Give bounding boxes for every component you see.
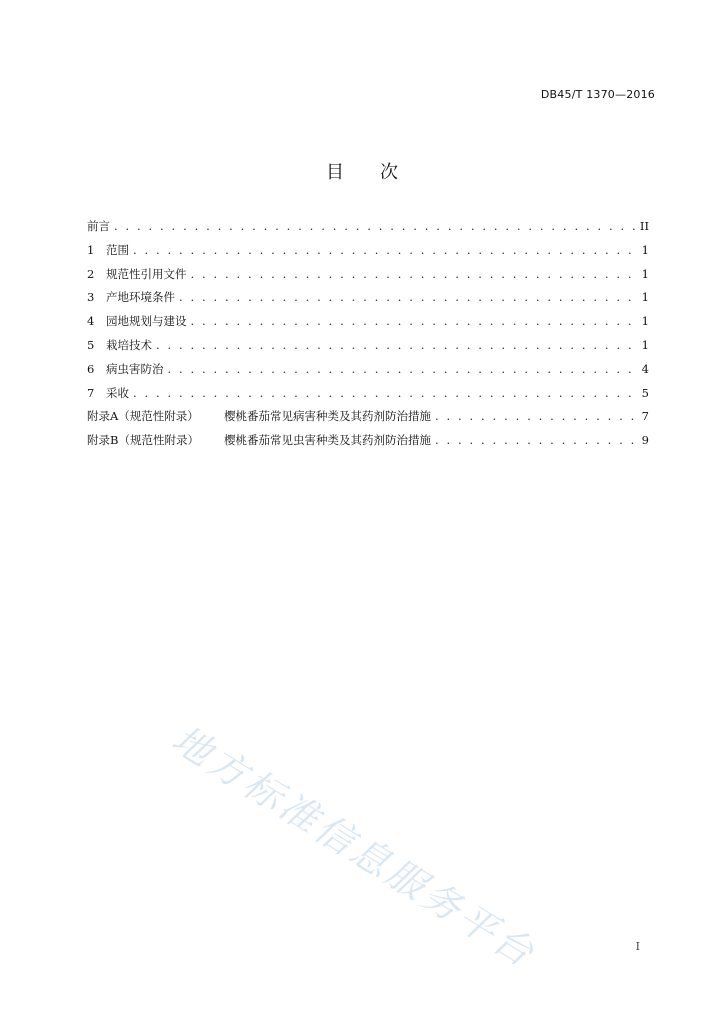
toc-item-label: 樱桃番茄常见虫害种类及其药剂防治措施 — [224, 433, 431, 448]
toc-item-label: 栽培技术 — [106, 337, 152, 352]
toc-item-label: 前言 — [87, 219, 110, 233]
toc-page-number: 1 — [641, 266, 649, 281]
toc-item-number: 2 — [87, 266, 95, 281]
toc-page-number: 5 — [641, 385, 649, 400]
page-number: I — [635, 940, 640, 953]
toc-item-normative-references[interactable] — [87, 263, 649, 287]
toc-page-number: 1 — [641, 314, 649, 329]
toc-item-label: 病虫害防治 — [106, 361, 164, 376]
toc-appendix-label: 附录A（规范性附录） — [87, 409, 199, 424]
toc-item-label: 产地环境条件 — [106, 290, 175, 305]
toc-page-number: 1 — [641, 242, 649, 257]
toc-page-number: II — [639, 219, 649, 233]
toc-item-planning[interactable] — [87, 310, 649, 334]
toc-page-number: 1 — [641, 290, 649, 305]
table-of-contents — [87, 215, 649, 453]
toc-item-environment[interactable] — [87, 286, 649, 310]
toc-item-number: 7 — [87, 385, 95, 400]
toc-item-cultivation[interactable] — [87, 334, 649, 358]
dot-leader — [168, 358, 638, 382]
toc-appendix-label: 附录B（规范性附录） — [87, 433, 199, 448]
toc-item-appendix-b[interactable] — [87, 429, 649, 453]
toc-item-pest-control[interactable] — [87, 358, 649, 382]
dot-leader — [156, 334, 637, 358]
toc-item-number: 5 — [87, 337, 95, 352]
toc-item-label: 规范性引用文件 — [106, 266, 187, 281]
document-code: DB45/T 1370—2016 — [540, 88, 655, 101]
toc-item-label: 范围 — [106, 242, 129, 257]
dot-leader — [435, 405, 637, 429]
toc-item-number: 3 — [87, 290, 95, 305]
toc-item-scope[interactable] — [87, 239, 649, 263]
toc-item-number: 1 — [87, 242, 95, 257]
toc-title: 目 次 — [326, 162, 398, 183]
toc-item-label: 采收 — [106, 385, 129, 400]
watermark-text: 地方标准信息服务平台 — [164, 716, 544, 977]
toc-item-label: 樱桃番茄常见病害种类及其药剂防治措施 — [224, 409, 431, 424]
toc-item-harvest[interactable] — [87, 382, 649, 406]
toc-item-appendix-a[interactable] — [87, 405, 649, 429]
toc-item-number: 6 — [87, 361, 95, 376]
toc-page-number: 1 — [641, 337, 649, 352]
toc-item-number: 4 — [87, 314, 95, 329]
dot-leader — [191, 263, 638, 287]
dot-leader — [133, 239, 637, 263]
dot-leader — [114, 215, 636, 239]
toc-page-number: 9 — [641, 433, 649, 448]
dot-leader — [435, 429, 637, 453]
toc-page-number: 7 — [641, 409, 649, 424]
toc-page-number: 4 — [641, 361, 649, 376]
dot-leader — [179, 286, 637, 310]
dot-leader — [133, 382, 637, 406]
toc-item-foreword[interactable] — [87, 215, 649, 239]
toc-item-label: 园地规划与建设 — [106, 314, 187, 329]
dot-leader — [191, 310, 638, 334]
